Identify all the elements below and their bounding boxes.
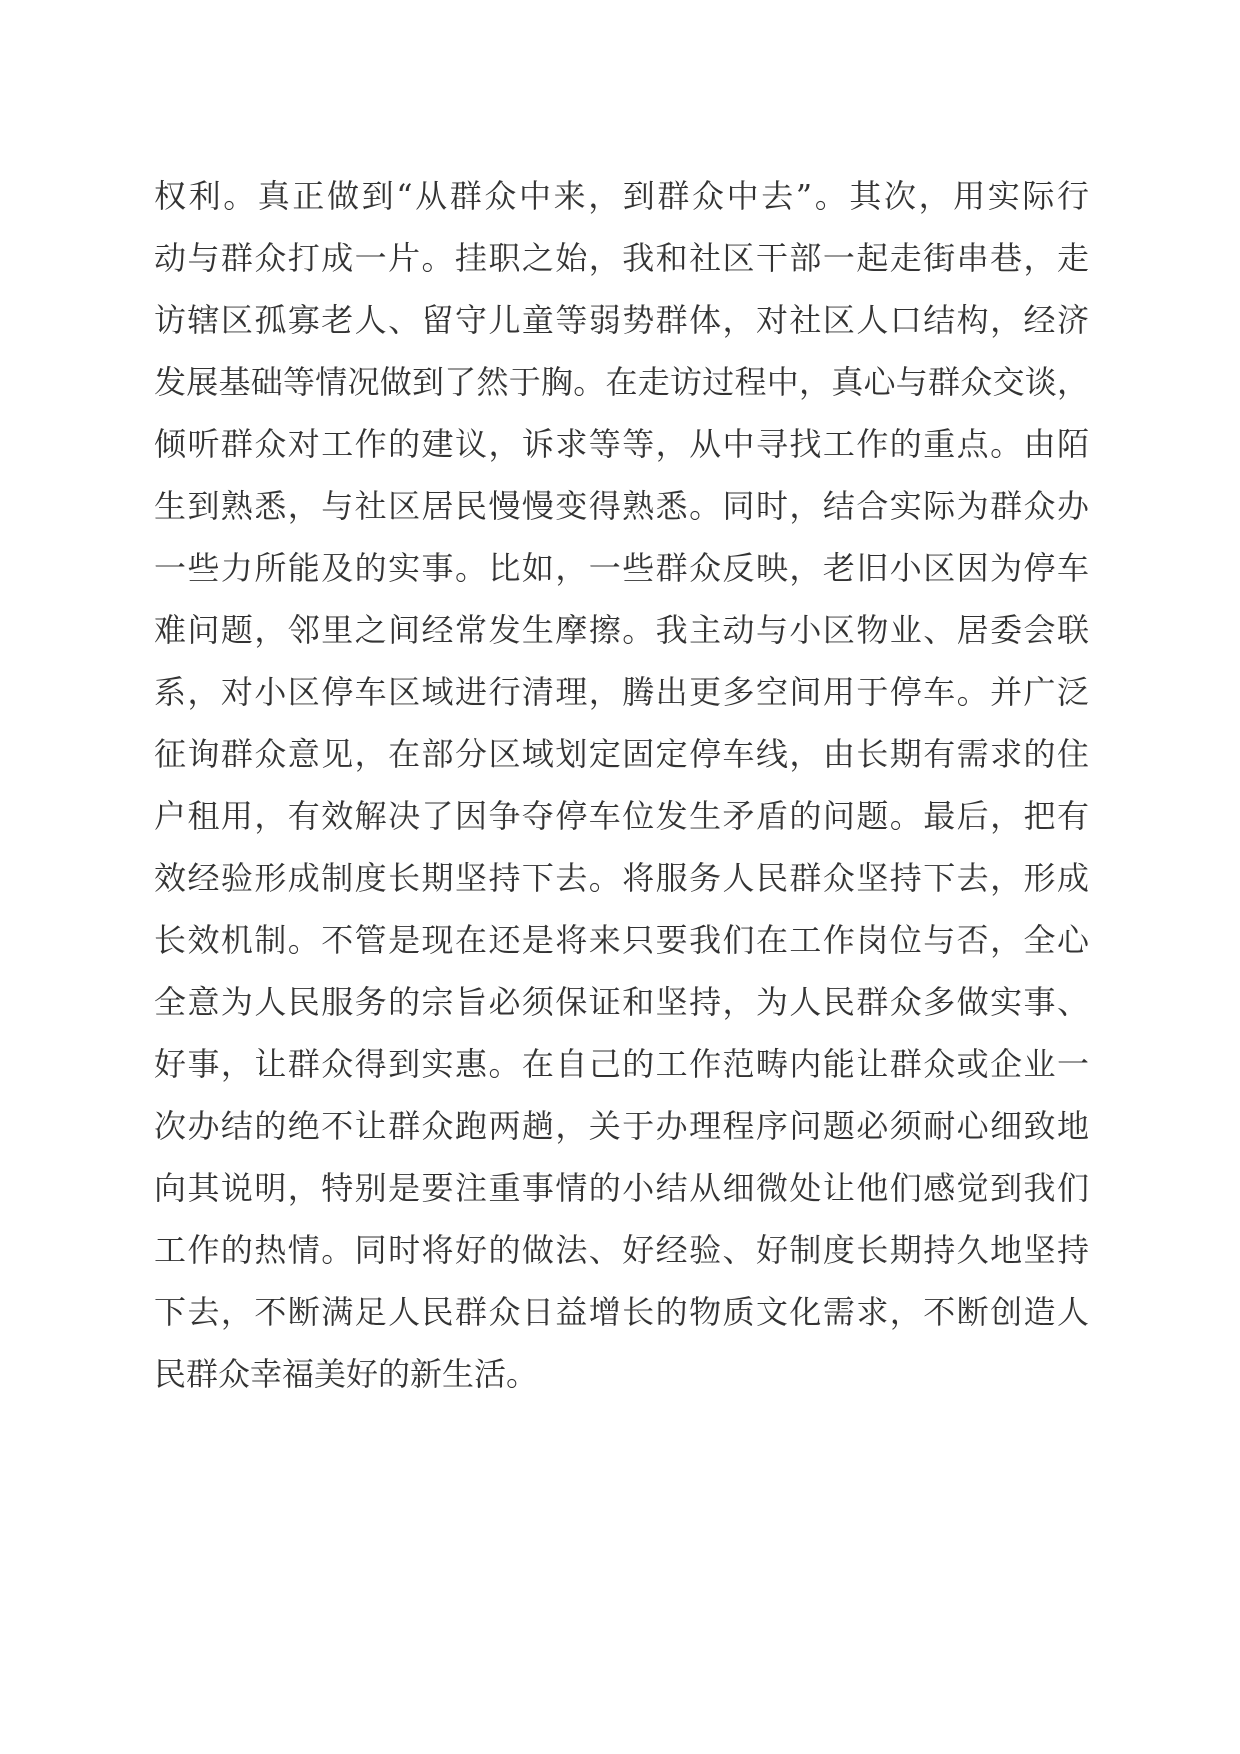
text-line: 好事，让群众得到实惠。在自己的工作范畴内能让群众或企业一 xyxy=(154,1045,1089,1083)
text-line: 发展基础等情况做到了然于胸。在走访过程中，真心与群众交谈， xyxy=(154,363,1089,401)
body-paragraph xyxy=(154,165,1089,1405)
text-line: 下去，不断满足人民群众日益增长的物质文化需求，不断创造人 xyxy=(154,1293,1089,1331)
text-line: 全意为人民服务的宗旨必须保证和坚持，为人民群众多做实事、 xyxy=(154,983,1089,1021)
text-line: 难问题，邻里之间经常发生摩擦。我主动与小区物业、居委会联 xyxy=(154,611,1089,649)
text-line: 访辖区孤寡老人、留守儿童等弱势群体，对社区人口结构，经济 xyxy=(154,301,1089,339)
text-line: 效经验形成制度长期坚持下去。将服务人民群众坚持下去，形成 xyxy=(154,859,1089,897)
text-line: 征询群众意见，在部分区域划定固定停车线，由长期有需求的住 xyxy=(154,735,1089,773)
text-line: 一些力所能及的实事。比如，一些群众反映，老旧小区因为停车 xyxy=(154,549,1089,587)
text-line: 工作的热情。同时将好的做法、好经验、好制度长期持久地坚持 xyxy=(154,1231,1089,1269)
text-line: 长效机制。不管是现在还是将来只要我们在工作岗位与否，全心 xyxy=(154,921,1089,959)
text-line: 系，对小区停车区域进行清理，腾出更多空间用于停车。并广泛 xyxy=(154,673,1089,711)
text-line: 次办结的绝不让群众跑两趟，关于办理程序问题必须耐心细致地 xyxy=(154,1107,1089,1145)
text-line: 权利。真正做到“从群众中来，到群众中去”。其次，用实际行 xyxy=(154,177,1089,215)
text-line: 动与群众打成一片。挂职之始，我和社区干部一起走街串巷，走 xyxy=(154,239,1089,277)
text-line: 倾听群众对工作的建议，诉求等等，从中寻找工作的重点。由陌 xyxy=(154,425,1089,463)
text-line: 向其说明，特别是要注重事情的小结从细微处让他们感觉到我们 xyxy=(154,1169,1089,1207)
text-line: 户租用，有效解决了因争夺停车位发生矛盾的问题。最后，把有 xyxy=(154,797,1089,835)
text-line: 生到熟悉，与社区居民慢慢变得熟悉。同时，结合实际为群众办 xyxy=(154,487,1089,525)
text-line: 民群众幸福美好的新生活。 xyxy=(154,1355,539,1393)
